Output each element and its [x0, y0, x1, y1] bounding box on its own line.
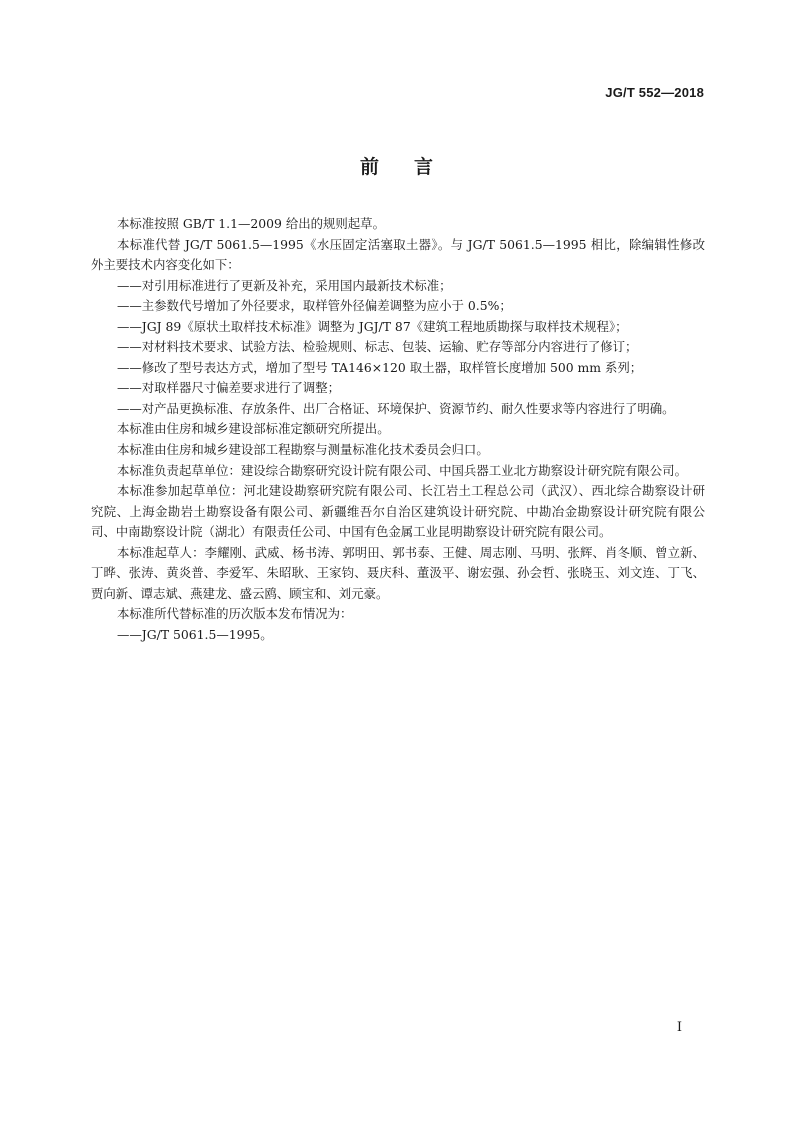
foreword-body [91, 214, 705, 645]
page-title-char-2: 言 [414, 156, 435, 178]
paragraph-drafters: 本标准起草人：李耀刚、武威、杨书涛、郭明田、郭书泰、王健、周志刚、马明、张辉、肖冬顺、曾立新、丁晔、张涛、黄炎普、李爱军、朱昭耿、王家钧、聂庆科、董汲平、谢宏强、孙会哲、张晓玉、刘文连、丁飞、贾向新、谭志斌、燕建龙、盛云鸥、顾宝和、刘元豪。 [91, 544, 705, 601]
page-title [0, 152, 794, 179]
change-item: ——对取样器尺寸偏差要求进行了调整； [117, 380, 341, 396]
paragraph-proposed-by: 本标准由住房和城乡建设部标准定额研究所提出。 [117, 421, 390, 437]
previous-edition-item: ——JG/T 5061.5—1995。 [117, 626, 273, 642]
change-item: ——主参数代号增加了外径要求，取样管外径偏差调整为应小于 0.5%； [117, 298, 512, 314]
change-item: ——对产品更换标准、存放条件、出厂合格证、环境保护、资源节约、耐久性要求等内容进行了明确。 [117, 400, 675, 416]
change-item: ——修改了型号表达方式，增加了型号 TA146×120 取土器，取样管长度增加 500 mm 系列； [117, 359, 643, 375]
page-number: I [676, 1020, 682, 1035]
paragraph-replaces: 本标准代替 JG/T 5061.5—1995《水压固定活塞取土器》。与 JG/T 5061.5—1995 相比，除编辑性修改外主要技术内容变化如下： [91, 236, 705, 273]
document-code: JG/T 552—2018 [605, 85, 704, 100]
paragraph-centralized-by: 本标准由住房和城乡建设部工程勘察与测量标准化技术委员会归口。 [117, 442, 489, 458]
change-item: ——对材料技术要求、试验方法、检验规则、标志、包装、运输、贮存等部分内容进行了修订； [117, 339, 638, 355]
change-item: ——JGJ 89《原状土取样技术标准》调整为 JGJ/T 87《建筑工程地质勘探与取样技术规程》； [117, 318, 628, 334]
change-item: ——对引用标准进行了更新及补充，采用国内最新技术标准； [117, 277, 452, 293]
paragraph-drafting-rules: 本标准按照 GB/T 1.1—2009 给出的规则起草。 [117, 216, 385, 231]
paragraph-lead-drafters: 本标准负责起草单位：建设综合勘察研究设计院有限公司、中国兵器工业北方勘察设计研究院有限公司。 [117, 462, 687, 478]
paragraph-participating-drafters: 本标准参加起草单位：河北建设勘察研究院有限公司、长江岩土工程总公司（武汉）、西北综合勘察设计研究院、上海金勘岩土勘察设备有限公司、新疆维吾尔自治区建筑设计研究院、中勘冶金勘察设计研究院有限公司、中南勘察设计院（湖北）有限责任公司、中国有色金属工业昆明勘察设计研究院有限公司。 [91, 483, 705, 540]
paragraph-previous-editions: 本标准所代替标准的历次版本发布情况为： [117, 606, 353, 622]
page-title-char-1: 前 [359, 156, 380, 178]
